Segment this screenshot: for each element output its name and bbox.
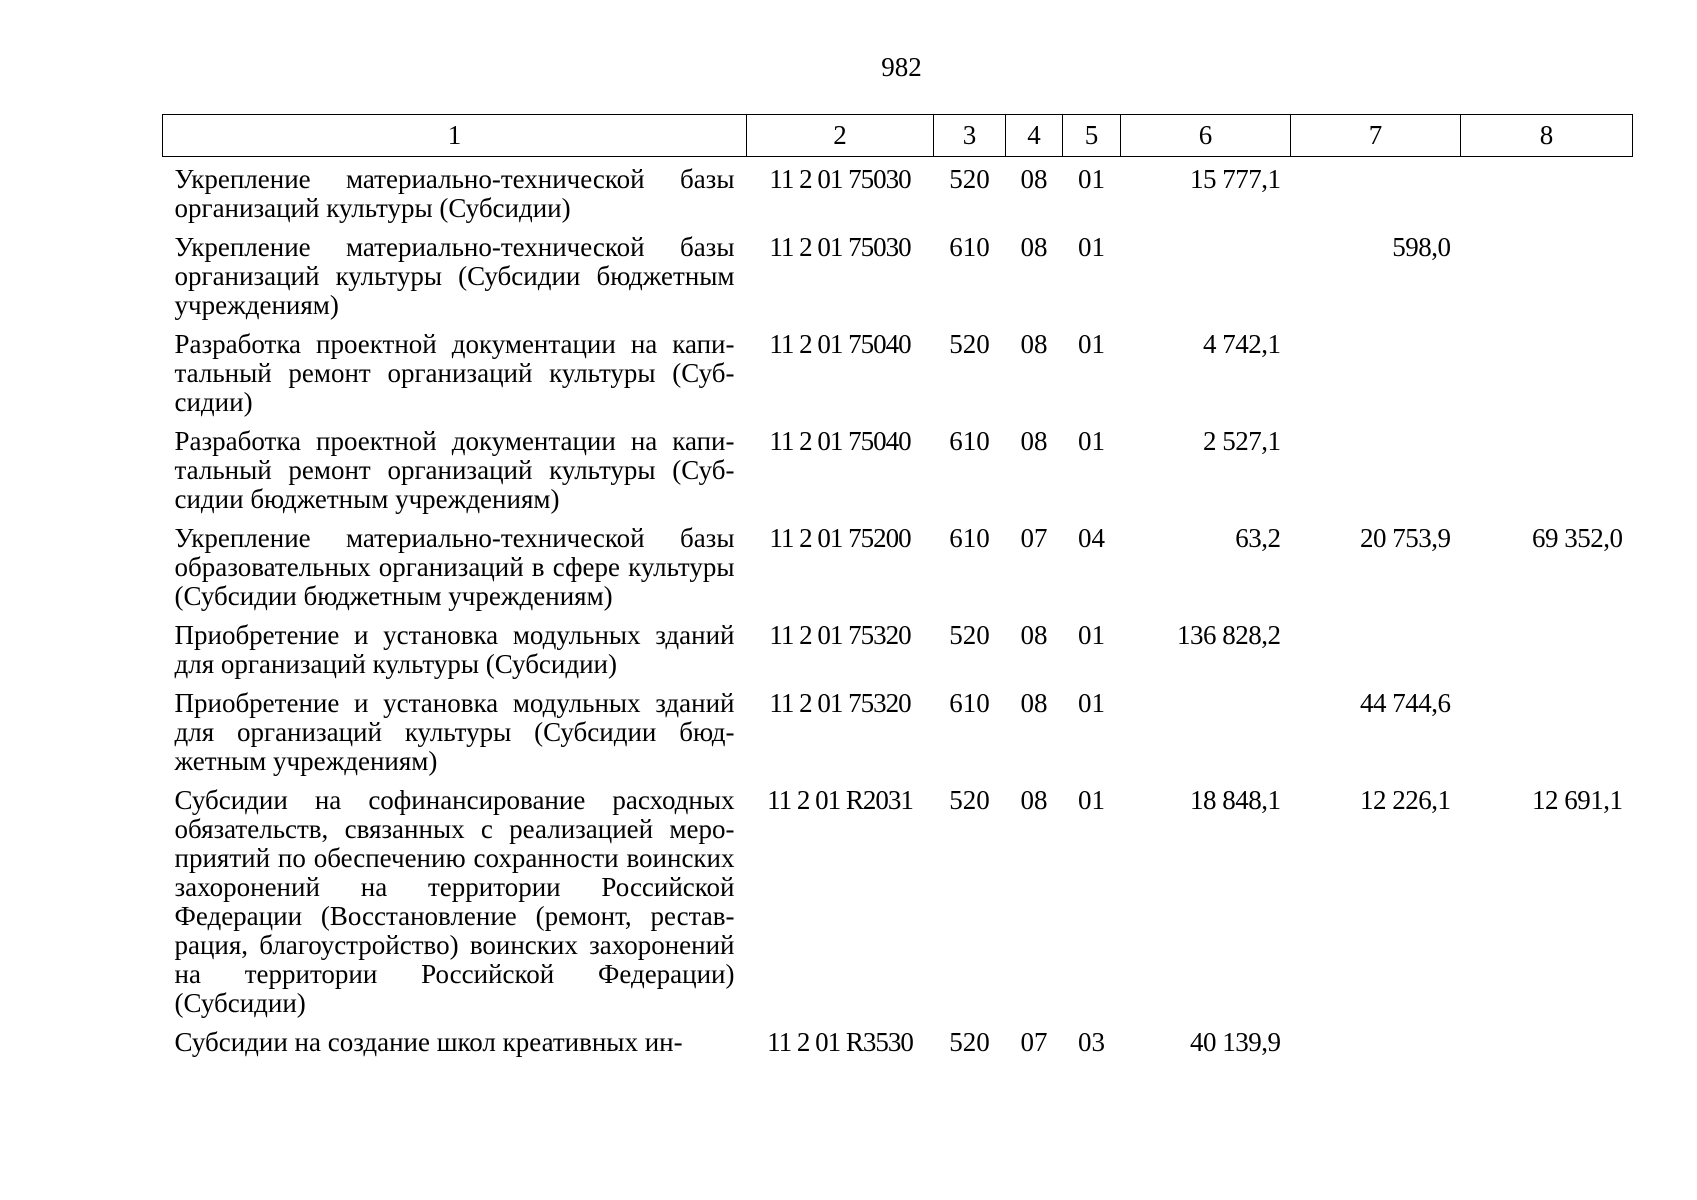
- row-col-7: 44 744,6: [1360, 688, 1451, 718]
- row-col-8: [1461, 227, 1633, 324]
- row-col-5: 03: [1078, 1027, 1105, 1057]
- row-col-8: [1461, 421, 1633, 518]
- row-code: 11 2 01 75320: [769, 688, 911, 718]
- header-row: [163, 115, 1633, 157]
- row-col-7: [1291, 324, 1461, 421]
- row-code: 11 2 01 75040: [769, 329, 911, 359]
- row-code: 11 2 01 R3530: [767, 1027, 913, 1057]
- row-col-3: 520: [949, 1027, 990, 1057]
- row-name: Субсидии на создание школ креативных ин-: [174, 1027, 683, 1057]
- row-col-4: 07: [1020, 1027, 1048, 1057]
- row-col-6: 18 848,1: [1190, 785, 1281, 815]
- row-col-3: 610: [949, 426, 990, 456]
- row-code: 11 2 01 R2031: [767, 785, 913, 815]
- row-col-4: 08: [1020, 620, 1048, 650]
- table-row: [163, 1022, 1633, 1061]
- row-col-8: 12 691,1: [1532, 785, 1623, 815]
- table-row: [163, 615, 1633, 683]
- row-col-7: 20 753,9: [1360, 523, 1451, 553]
- row-name: Укрепление материально-технической базы организаций культуры (Субсидии): [174, 164, 735, 223]
- column-header-7: 7: [1291, 115, 1461, 157]
- row-col-8: [1461, 1022, 1633, 1061]
- row-col-3: 520: [949, 164, 990, 194]
- row-code: 11 2 01 75320: [769, 620, 911, 650]
- row-col-3: 610: [949, 688, 990, 718]
- row-col-5: 01: [1078, 232, 1105, 262]
- row-col-5: 01: [1078, 620, 1105, 650]
- page-number: 982: [881, 52, 922, 82]
- row-col-8: 69 352,0: [1532, 523, 1623, 553]
- row-col-4: 08: [1020, 232, 1048, 262]
- row-col-7: 12 226,1: [1360, 785, 1451, 815]
- budget-table: [162, 114, 1633, 1061]
- row-col-6: 40 139,9: [1190, 1027, 1281, 1057]
- row-col-5: 01: [1078, 785, 1105, 815]
- row-col-4: 07: [1020, 523, 1048, 553]
- row-col-5: 04: [1078, 523, 1105, 553]
- row-col-7: [1291, 157, 1461, 228]
- row-col-7: [1291, 421, 1461, 518]
- row-code: 11 2 01 75030: [769, 232, 911, 262]
- row-col-6: [1121, 227, 1291, 324]
- row-col-7: [1291, 615, 1461, 683]
- table-row: [163, 227, 1633, 324]
- table-row: [163, 683, 1633, 780]
- row-col-3: 520: [949, 785, 990, 815]
- row-col-7: 598,0: [1392, 232, 1451, 262]
- row-name: Укрепление материально-технической базы образовательных организаций в сфере культуры (Субсидии бюджетным учреждениям): [174, 523, 735, 611]
- row-col-3: 520: [949, 329, 990, 359]
- column-header-3: 3: [934, 115, 1006, 157]
- row-col-8: [1461, 683, 1633, 780]
- table-row: [163, 157, 1633, 228]
- row-name: Укрепление материально-технической базы организаций культуры (Субсидии бюджетным учреждениям): [174, 232, 735, 320]
- row-col-6: 63,2: [1235, 523, 1281, 553]
- table-row: [163, 421, 1633, 518]
- row-col-3: 610: [949, 232, 990, 262]
- row-col-3: 610: [949, 523, 990, 553]
- column-header-2: 2: [747, 115, 934, 157]
- column-header-5: 5: [1063, 115, 1121, 157]
- table-row: [163, 780, 1633, 1022]
- row-name: Приобретение и установка модульных зданий для организаций культуры (Субсидии бюджетным учреждениям): [174, 688, 735, 776]
- row-col-6: 136 828,2: [1177, 620, 1281, 650]
- table-row: [163, 324, 1633, 421]
- row-col-5: 01: [1078, 688, 1105, 718]
- row-col-5: 01: [1078, 164, 1105, 194]
- row-col-4: 08: [1020, 329, 1048, 359]
- row-col-6: 4 742,1: [1203, 329, 1281, 359]
- row-col-8: [1461, 615, 1633, 683]
- column-header-1: 1: [163, 115, 747, 157]
- row-col-3: 520: [949, 620, 990, 650]
- row-col-5: 01: [1078, 329, 1105, 359]
- row-code: 11 2 01 75040: [769, 426, 911, 456]
- row-col-4: 08: [1020, 688, 1048, 718]
- table-row: [163, 518, 1633, 615]
- row-col-4: 08: [1020, 785, 1048, 815]
- row-col-4: 08: [1020, 426, 1048, 456]
- column-header-6: 6: [1121, 115, 1291, 157]
- row-col-6: [1121, 683, 1291, 780]
- budget-table-container: [162, 114, 1632, 1061]
- row-col-6: 15 777,1: [1190, 164, 1281, 194]
- row-col-8: [1461, 324, 1633, 421]
- column-header-8: 8: [1461, 115, 1633, 157]
- row-col-6: 2 527,1: [1203, 426, 1281, 456]
- row-code: 11 2 01 75030: [769, 164, 911, 194]
- row-col-8: [1461, 157, 1633, 228]
- row-name: Разработка проектной документации на капитальный ремонт организаций культуры (Субсидии бюджетным учреждениям): [174, 426, 735, 514]
- row-name: Приобретение и установка модульных зданий для организаций культуры (Субсидии): [174, 620, 735, 679]
- column-header-4: 4: [1006, 115, 1063, 157]
- row-code: 11 2 01 75200: [769, 523, 911, 553]
- row-col-7: [1291, 1022, 1461, 1061]
- row-name: Субсидии на софинансирование расходных обязательств, связанных с реализацией мероприятий по обеспечению сохранности воинских захоронений на территории Российской Федерации (Восстановление (ремонт, реставрация, благоустройство) воинских захоронений на территории Российской Федерации) (Субсидии): [174, 785, 735, 1018]
- row-name: Разработка проектной документации на капитальный ремонт организаций культуры (Субсидии): [174, 329, 735, 417]
- row-col-4: 08: [1020, 164, 1048, 194]
- row-col-5: 01: [1078, 426, 1105, 456]
